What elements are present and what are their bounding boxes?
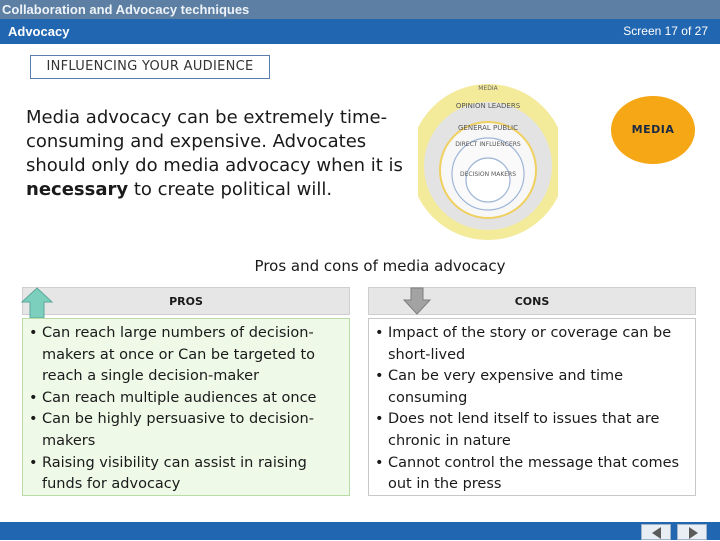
bottom-bar (0, 522, 720, 540)
pros-cons-title: Pros and cons of media advocacy (254, 257, 506, 275)
cons-item: • Does not lend itself to issues that are chronic in nature (375, 409, 693, 452)
intro-text-2: to create political will. (128, 179, 333, 200)
cons-list (375, 323, 693, 496)
audience-rings-diagram (418, 72, 558, 242)
course-title: Collaboration and Advocacy techniques (2, 2, 250, 17)
pros-list (29, 323, 345, 496)
pros-item: • Raising visibility can assist in raising funds for advocacy (29, 453, 345, 496)
media-badge-label: MEDIA (631, 123, 675, 136)
down-arrow-icon (402, 286, 432, 316)
header-bar (0, 19, 720, 44)
screen-counter: Screen 17 of 27 (623, 24, 708, 38)
pros-item: • Can reach multiple audiences at once (29, 388, 345, 410)
cons-label: CONS (514, 295, 550, 308)
pros-panel (22, 318, 350, 496)
cons-item: • Can be very expensive and time consuming (375, 366, 693, 409)
pros-header (22, 287, 350, 315)
course-title-bar (0, 0, 720, 19)
back-button[interactable] (641, 524, 671, 540)
decision-makers-ring (466, 158, 510, 202)
intro-text-1: Media advocacy can be extremely time-consuming and expensive. Advocates should only do media advocacy when it is (26, 107, 403, 176)
section-title: Advocacy (8, 24, 70, 39)
ring-label-general-public: GENERAL PUBLIC (458, 124, 518, 132)
ring-label-opinion-leaders: OPINION LEADERS (455, 102, 521, 110)
right-arrow-icon (678, 525, 708, 541)
ring-label-decision-makers: DECISION MAKERS (459, 171, 517, 178)
pros-item: • Can reach large numbers of decision-makers at once or Can be targeted to reach a single decision-maker (29, 323, 345, 388)
ring-label-direct-influencers: DIRECT INFLUENCERS (455, 141, 521, 148)
subtitle-box (30, 55, 270, 79)
media-badge (611, 96, 695, 164)
next-button[interactable] (677, 524, 707, 540)
cons-panel (368, 318, 696, 496)
ring-label-media: MEDIA (478, 85, 498, 92)
intro-paragraph (26, 106, 426, 202)
pros-item: • Can be highly persuasive to decision-makers (29, 409, 345, 452)
subtitle-text: INFLUENCING YOUR AUDIENCE (46, 59, 254, 74)
left-arrow-icon (642, 525, 672, 541)
cons-item: • Impact of the story or coverage can be short-lived (375, 323, 693, 366)
up-arrow-icon (20, 286, 54, 320)
cons-item: • Cannot control the message that comes out in the press (375, 453, 693, 496)
pros-label: PROS (169, 295, 203, 308)
intro-bold-word: necessary (26, 179, 129, 200)
